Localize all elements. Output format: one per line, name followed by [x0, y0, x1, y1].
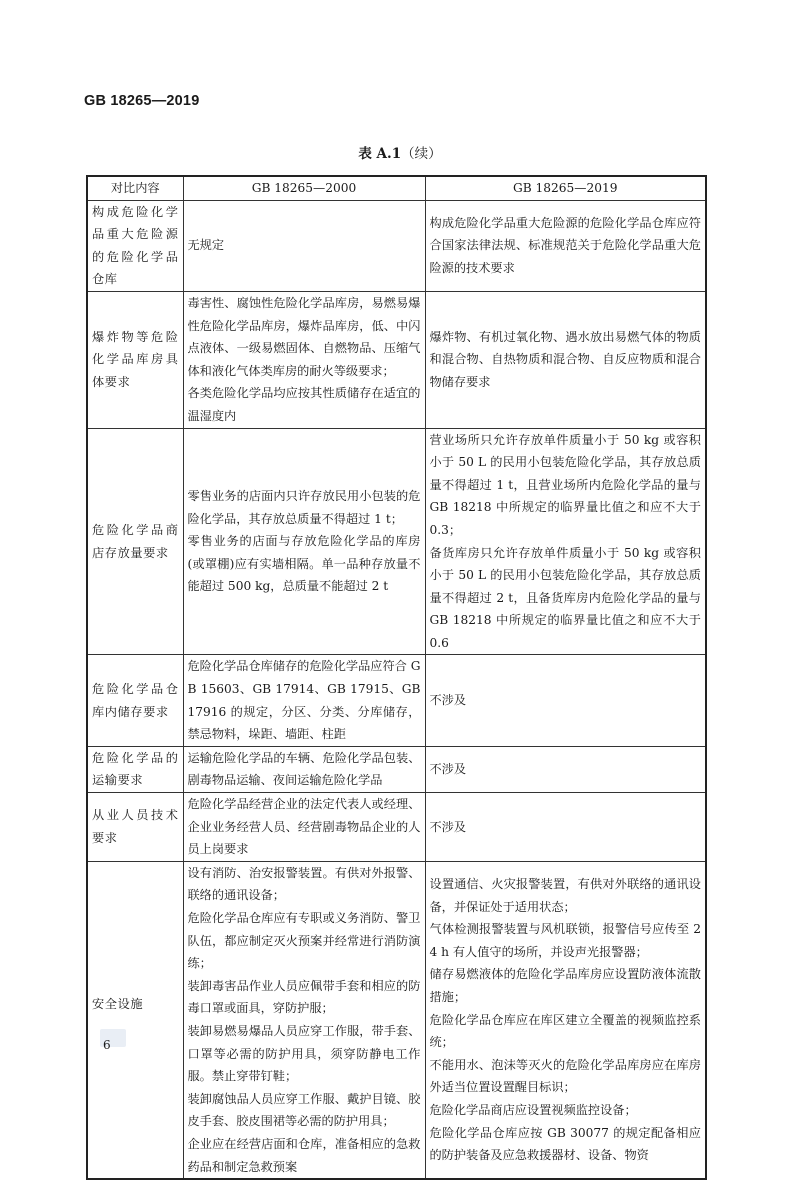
- requirement-text: 设有消防、治安报警装置。有供对外报警、联络的通讯设备；: [187, 865, 421, 903]
- row-topic: 危险化学品商店存放量要求: [87, 428, 183, 655]
- requirement-text: 企业应在经营店面和仓库，准备相应的急救药品和制定急救预案: [187, 1136, 421, 1174]
- requirement-text: 爆炸物、有机过氧化物、遇水放出易燃气体的物质和混合物、自热物质和混合物、自反应物质和混合物储存要求: [429, 329, 701, 390]
- requirement-text: 危险化学品商店应设置视频监控设备；: [429, 1103, 637, 1118]
- row-old-requirement: [183, 200, 425, 291]
- table-row: [87, 428, 706, 655]
- requirement-text: 危险化学品经营企业的法定代表人或经理、企业业务经营人员、经营剧毒物品企业的人员上岗要求: [187, 797, 421, 857]
- row-topic: 构成危险化学品重大危险源的危险化学品仓库: [87, 200, 183, 291]
- requirement-text: 设置通信、火灾报警装置，有供对外联络的通讯设备，并保证处于适用状态；: [429, 877, 701, 914]
- row-new-requirement: [425, 428, 706, 655]
- requirement-text: 备货库房只允许存放单件质量小于 50 kg 或容积小于 50 L 的民用小包装危险化学品，其存放总质量不得超过 2 t，且备货库房内危险化学品的量与 GB 18218 中所规定的临界量比值之和应不大于 0.6: [429, 545, 701, 650]
- row-old-requirement: [183, 655, 425, 746]
- row-new-requirement: [425, 655, 706, 746]
- row-topic: [87, 861, 183, 1179]
- requirement-text: 零售业务的店面与存放危险化学品的库房(或罩棚)应有实墙相隔。单一品种存放量不能超过 500 kg，总质量不能超过 2 t: [187, 534, 421, 594]
- row-topic-text: 安全设施: [92, 996, 144, 1011]
- table-header-row: [87, 176, 706, 200]
- row-old-requirement: [183, 428, 425, 655]
- requirement-text: 不涉及: [429, 819, 467, 834]
- row-new-requirement: [425, 200, 706, 291]
- requirement-text: 不涉及: [429, 693, 467, 708]
- row-old-requirement: [183, 793, 425, 862]
- table-row: [87, 861, 706, 1179]
- requirement-text: 零售业务的店面内只许存放民用小包装的危险化学品，其存放总质量不得超过 1 t；: [187, 489, 421, 526]
- column-header-old-standard: GB 18265—2000: [183, 176, 425, 200]
- table-row: [87, 200, 706, 291]
- column-header-new-standard: GB 18265—2019: [425, 176, 706, 200]
- row-new-requirement: [425, 793, 706, 862]
- row-topic: 危险化学品的运输要求: [87, 746, 183, 792]
- column-header-topic: 对比内容: [87, 176, 183, 200]
- table-row: [87, 793, 706, 862]
- document-standard-id: GB 18265—2019: [84, 93, 200, 109]
- table-title-label: 表 A.1: [358, 146, 402, 162]
- requirement-text: 不涉及: [429, 762, 467, 777]
- requirement-text: 危险化学品仓库应在库区建立全覆盖的视频监控系统；: [429, 1012, 701, 1050]
- requirement-text: 各类危险化学品均应按其性质储存在适宜的温湿度内: [187, 386, 421, 423]
- requirement-text: 装卸腐蚀品人员应穿工作服、戴护目镜、胶皮手套、胶皮围裙等必需的防护用具；: [187, 1091, 421, 1129]
- row-old-requirement: [183, 861, 425, 1179]
- requirement-text: 不能用水、泡沫等灭火的危险化学品库房应在库房外适当位置设置醒目标识；: [429, 1057, 701, 1095]
- table-title: [0, 142, 800, 162]
- requirement-text: 运输危险化学品的车辆、危险化学品包装、剧毒物品运输、夜间运输危险化学品: [187, 750, 421, 788]
- requirement-text: 构成危险化学品重大危险源的危险化学品仓库应符合国家法律法规、标准规范关于危险化学品重大危险源的技术要求: [429, 215, 701, 276]
- row-new-requirement: [425, 291, 706, 428]
- requirement-text: 毒害性、腐蚀性危险化学品库房，易燃易爆性危险化学品库房，爆炸品库房，低、中闪点液体、一级易燃固体、自燃物品、压缩气体和液化气体类库房的耐火等级要求；: [187, 295, 421, 378]
- requirement-text: 危险化学品仓库储存的危险化学品应符合 GB 15603、GB 17914、GB 17915、GB 17916 的规定，分区、分类、分库储存，禁忌物料，垛距、墙距、柱距: [187, 659, 421, 742]
- requirement-text: 气体检测报警装置与风机联锁，报警信号应传至 24 h 有人值守的场所，并设声光报警器；: [429, 922, 701, 959]
- requirement-text: 储存易燃液体的危险化学品库房应设置防液体流散措施；: [429, 967, 701, 1005]
- row-topic: 从业人员技术要求: [87, 793, 183, 862]
- requirement-text: 装卸毒害品作业人员应佩带手套和相应的防毒口罩或面具，穿防护服；: [187, 978, 421, 1016]
- row-topic: 爆炸物等危险化学品库房具体要求: [87, 291, 183, 428]
- row-new-requirement: [425, 861, 706, 1179]
- table-title-continued: （续）: [401, 146, 442, 162]
- requirement-text: 危险化学品仓库应按 GB 30077 的规定配备相应的防护装备及应急救援器材、设备、物资: [429, 1125, 701, 1163]
- requirement-text: 危险化学品仓库应有专职或义务消防、警卫队伍，都应制定灭火预案并经常进行消防演练；: [187, 911, 421, 971]
- comparison-table: [86, 175, 707, 1180]
- requirement-text: 装卸易燃易爆品人员应穿工作服，带手套、口罩等必需的防护用具，须穿防静电工作服。禁止穿带钉鞋；: [187, 1023, 421, 1084]
- table-row: [87, 291, 706, 428]
- requirement-text: 无规定: [187, 238, 225, 253]
- row-new-requirement: [425, 746, 706, 792]
- page-number: 6: [103, 1038, 111, 1052]
- row-old-requirement: [183, 746, 425, 792]
- row-old-requirement: [183, 291, 425, 428]
- table-row: [87, 746, 706, 792]
- row-topic: 危险化学品仓库内储存要求: [87, 655, 183, 746]
- table-row: [87, 655, 706, 746]
- requirement-text: 营业场所只允许存放单件质量小于 50 kg 或容积小于 50 L 的民用小包装危险化学品，其存放总质量不得超过 1 t，且营业场所内危险化学品的量与 GB 18218 中所规定的临界量比值之和应不大于 0.3；: [429, 432, 701, 537]
